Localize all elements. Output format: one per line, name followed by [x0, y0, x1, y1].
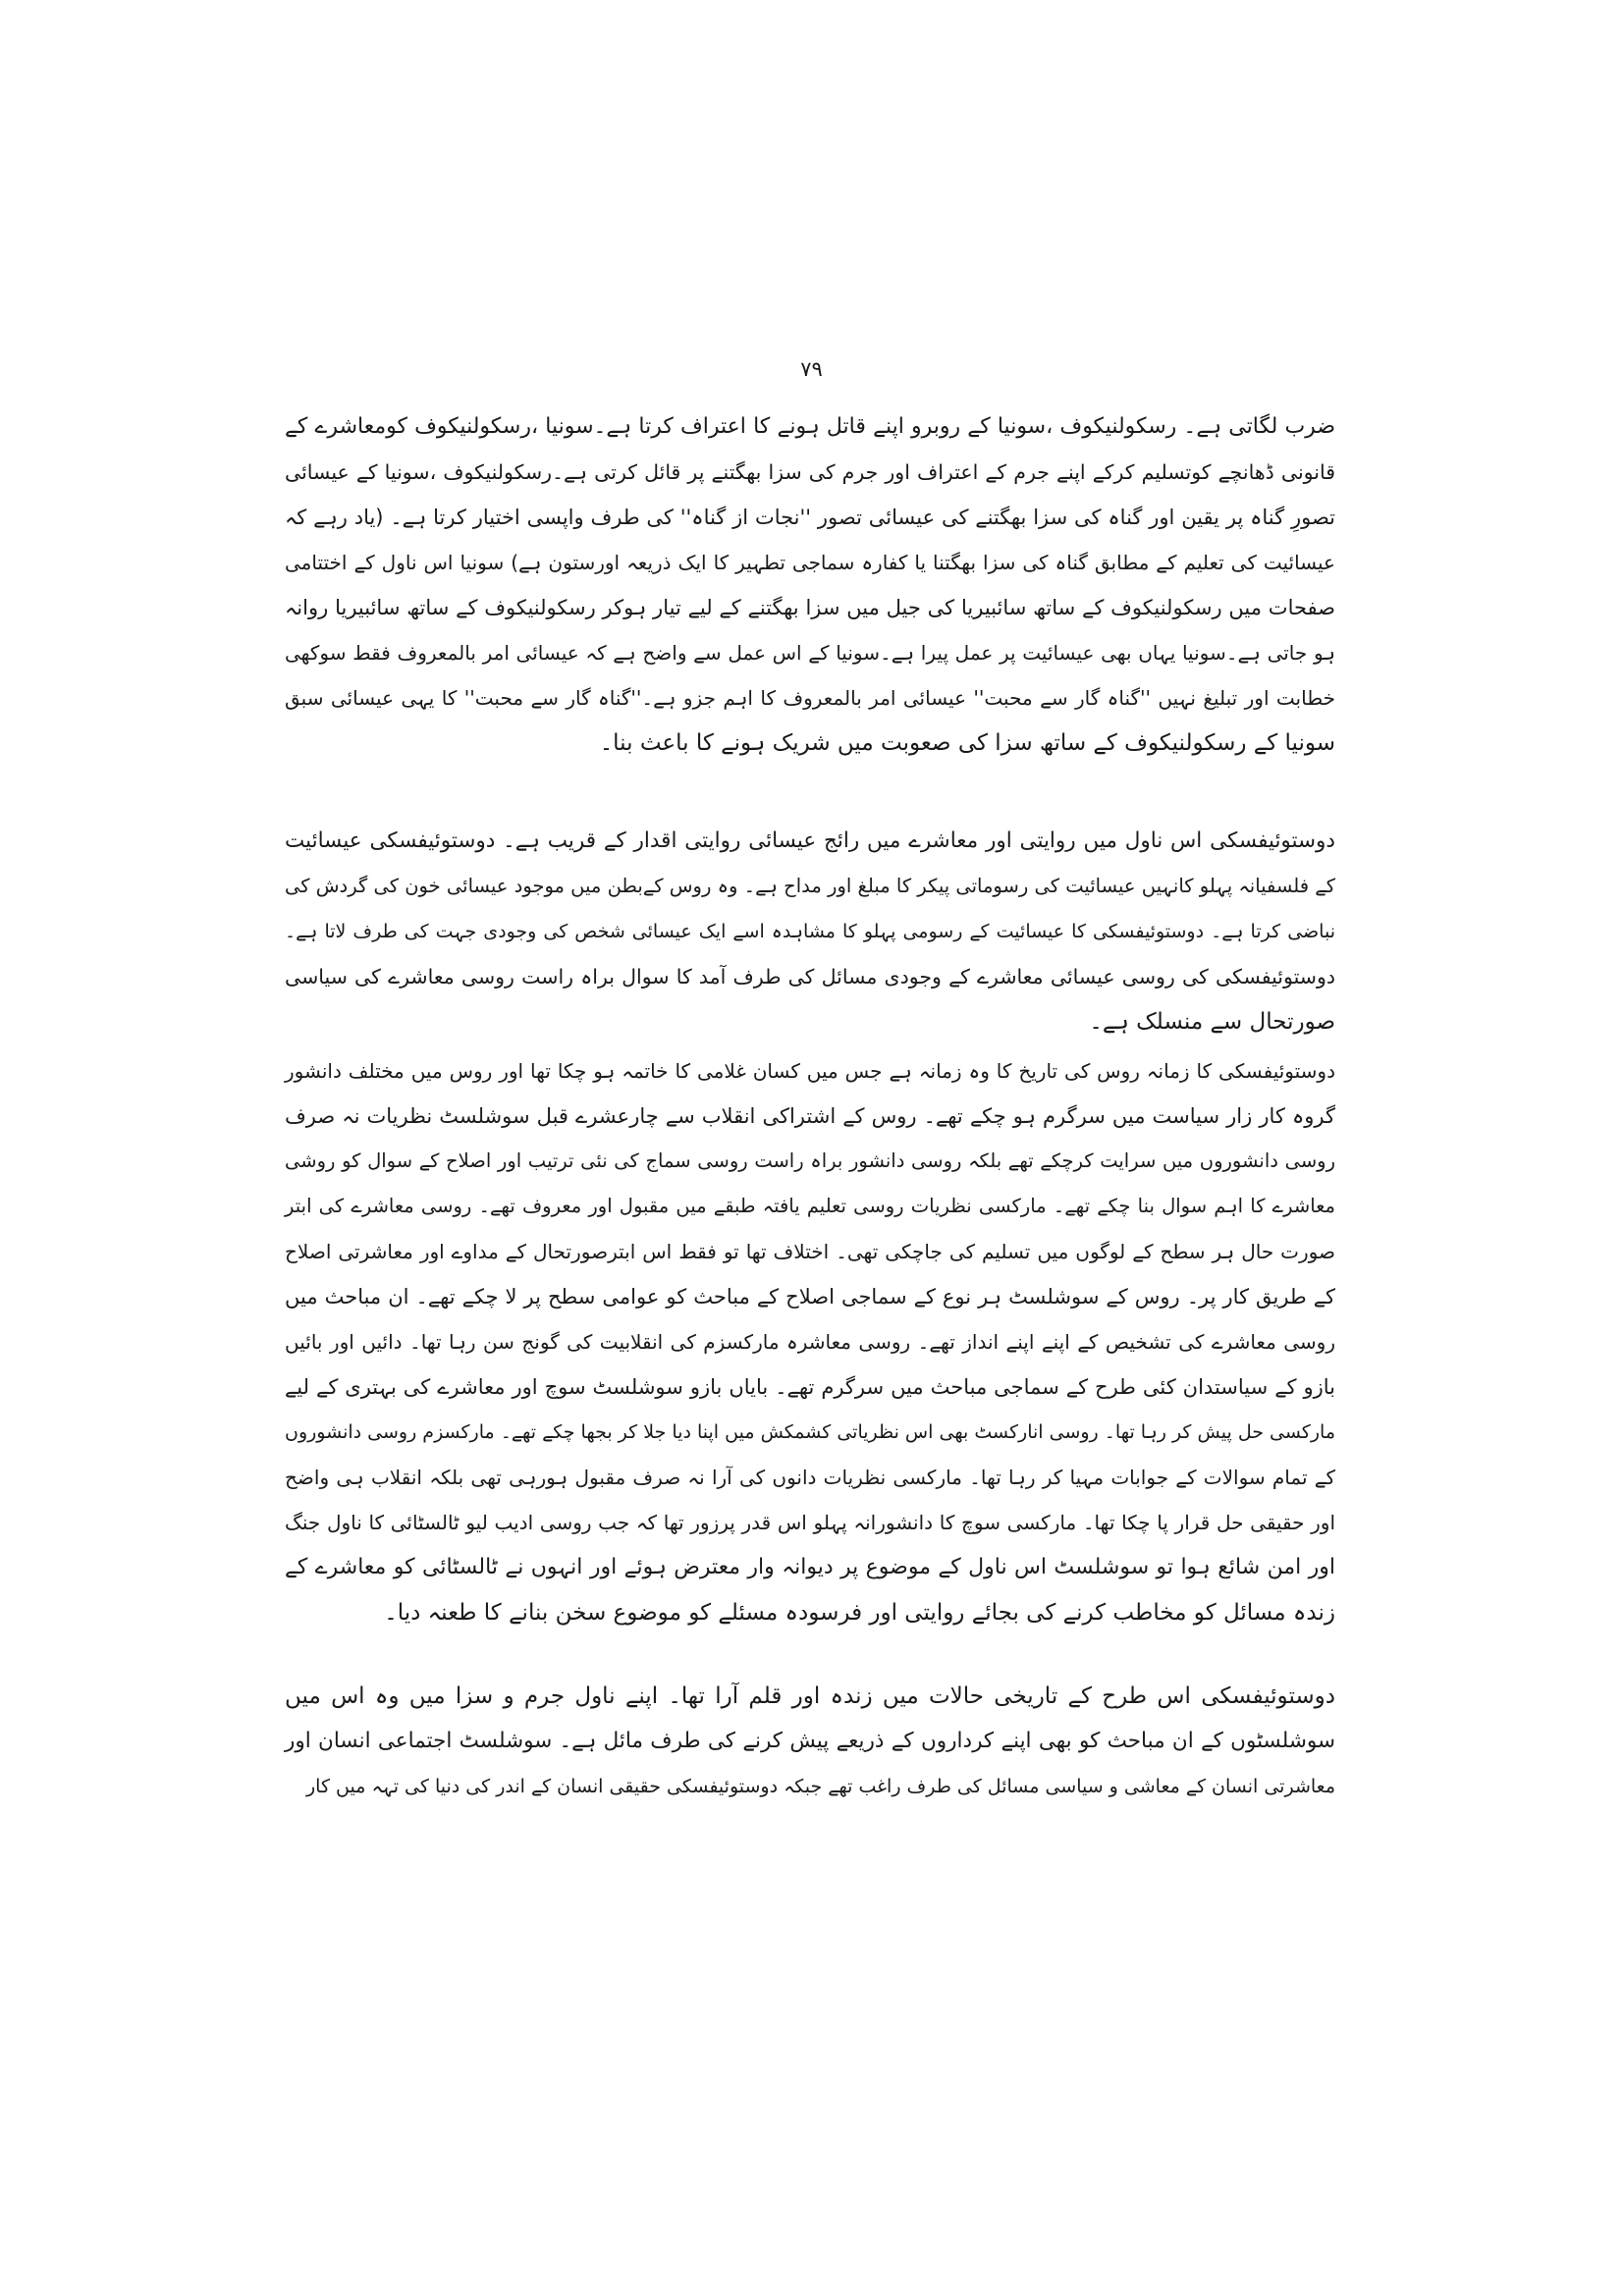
- text-line: ضرب لگاتی ہے۔ رسکولنیکوف ،سونیا کے روبرو اپنے قاتل ہونے کا اعتراف کرتا ہے۔سونیا ،رسکولنیکوف کومعاشرے کے: [285, 414, 1335, 439]
- text-line: زندہ مسائل کو مخاطب کرنے کی بجائے روایتی اور فرسودہ مسئلے کو موضوع سخن بنانے کا طعنہ دیا۔: [384, 1600, 1335, 1626]
- text-line: اور امن شائع ہوا تو سوشلسٹ اس ناول کے موضوع پر دیوانہ وار معترض ہوئے اور انہوں نے ٹالسٹائی کو معاشرے کے: [285, 1555, 1335, 1579]
- text-line: روسی معاشرے کی تشخیص کے اپنے اپنے انداز تھے۔ روسی معاشرہ مارکسزم کی انقلابیت کی گونج سن رہا تھا۔ دائیں اور بائیں: [285, 1330, 1335, 1354]
- text-line: سونیا کے رسکولنیکوف کے ساتھ سزا کی صعوبت میں شریک ہونے کا باعث بنا۔: [599, 730, 1335, 756]
- text-line: دوستوئیفسکی اس ناول میں روایتی اور معاشرے میں رائج عیسائی روایتی اقدار کے قریب ہے۔ دوستوئیفسکی عیسائیت: [285, 828, 1335, 853]
- page-number: ۷۹: [800, 357, 823, 381]
- text-line: کے تمام سوالات کے جوابات مہیا کر رہا تھا۔ مارکسی نظریات دانوں کی آرا نہ صرف مقبول ہورہی تھی بلکہ انقلاب ہی واضح: [285, 1466, 1335, 1489]
- text-line: صورت حال ہر سطح کے لوگوں میں تسلیم کی جاچکی تھی۔ اختلاف تھا تو فقط اس ابترصورتحال کے مداوے اور معاشرتی اصلاح: [285, 1240, 1335, 1263]
- text-line: سوشلسٹوں کے ان مباحث کو بھی اپنے کرداروں کے ذریعے پیش کرنے کی طرف مائل ہے۔ سوشلسٹ اجتماعی انسان اور: [285, 1729, 1335, 1753]
- text-line: صورتحال سے منسلک ہے۔: [1089, 1009, 1335, 1035]
- text-line: اور حقیقی حل قرار پا چکا تھا۔ مارکسی سوچ کا دانشورانہ پہلو اس قدر پرزور تھا کہ جب روسی ادیب لیو ٹالسٹائی کا ناول جنگ: [285, 1511, 1335, 1534]
- text-line: مارکسی حل پیش کر رہا تھا۔ روسی انارکسٹ بھی اس نظریاتی کشمکش میں اپنا دیا جلا کر بجھا چکے تھے۔ مارکسزم روسی دانشوروں: [285, 1421, 1335, 1443]
- paragraph-3: [285, 1048, 1335, 1635]
- text-line: معاشرتی انسان کے معاشی و سیاسی مسائل کی طرف راغب تھے جبکہ دوستوئیفسکی حقیقی انسان کے اندر کی دنیا کی تہہ میں کار: [305, 1776, 1335, 1797]
- text-line: خطابت اور تبلیغ نہیں ''گناہ گار سے محبت'' عیسائی امر بالمعروف کا اہم جزو ہے۔''گناہ گار سے محبت'' کا یہی عیسائی سبق: [285, 686, 1335, 710]
- text-line: دوستوئیفسکی اس طرح کے تاریخی حالات میں زندہ اور قلم آرا تھا۔ اپنے ناول جرم و سزا میں وہ اس میں: [285, 1683, 1335, 1709]
- text-line: دوستوئیفسکی کی روسی عیسائی معاشرے کے وجودی مسائل کی طرف آمد کا سوال براہ راست روسی معاشرے کی سیاسی: [285, 965, 1335, 988]
- text-line: کے فلسفیانہ پہلو کانہیں عیسائیت کی رسوماتی پیکر کا مبلغ اور مداح ہے۔ وہ روس کےبطن میں موجود عیسائی خون کی گردش کی: [285, 875, 1335, 897]
- text-line: دوستوئیفسکی کا زمانہ روس کی تاریخ کا وہ زمانہ ہے جس میں کسان غلامی کا خاتمہ ہو چکا تھا اور روس میں مختلف دانشور: [285, 1059, 1335, 1083]
- text-line: بازو کے سیاستدان کئی طرح کے سماجی مباحث میں سرگرم تھے۔ بایاں بازو سوشلسٹ سوچ اور معاشرے کی بہتری کے لیے: [285, 1375, 1335, 1399]
- text-line: گروہ کار زار سیاست میں سرگرم ہو چکے تھے۔ روس کے اشتراکی انقلاب سے چارعشرے قبل سوشلسٹ نظریات نہ صرف: [285, 1104, 1335, 1128]
- text-line: عیسائیت کی تعلیم کے مطابق گناہ کی سزا بھگتنا یا کفارہ سماجی تطہیر کا ایک ذریعہ اورستون ہے) سونیا اس ناول کے اختتامی: [285, 551, 1335, 574]
- text-line: کے طریق کار پر۔ روس کے سوشلسٹ ہر نوع کے سماجی اصلاح کے مباحث کو عوامی سطح پر لا چکے تھے۔ ان مباحث میں: [285, 1285, 1335, 1308]
- text-line: نباضی کرتا ہے۔ دوستوئیفسکی کا عیسائیت کے رسومی پہلو کا مشاہدہ اسے ایک عیسائی شخص کی وجودی جہت کی طرف لاتا ہے۔: [285, 921, 1335, 942]
- text-line: تصورِ گناہ پر یقین اور گناہ کی سزا بھگتنے کی عیسائی تصور ''نجات از گناہ'' کی طرف واپسی اختیار کرتا ہے۔ (یاد رہے کہ: [285, 506, 1335, 529]
- text-line: صفحات میں رسکولنیکوف کے ساتھ سائبیریا کی جیل میں سزا بھگتنے کے لیے تیار ہوکر رسکولنیکوف کے ساتھ سائبیریا روانہ: [285, 596, 1335, 619]
- text-line: قانونی ڈھانچے کوتسلیم کرکے اپنے جرم کے اعتراف اور جرم کی سزا بھگتنے پر قائل کرتی ہے۔رسکولنیکوف ،سونیا کے عیسائی: [285, 460, 1335, 484]
- paragraph-4: [285, 1674, 1335, 1809]
- paragraph-2: [285, 819, 1335, 1044]
- text-line: روسی دانشوروں میں سرایت کرچکے تھے بلکہ روسی دانشور براہ راست روسی سماج کی نئی ترتیب اور اصلاح کے سوال کو روشی: [285, 1149, 1335, 1172]
- text-line: معاشرے کا اہم سوال بنا چکے تھے۔ مارکسی نظریات روسی تعلیم یافتہ طبقے میں مقبول اور معروف تھے۔ روسی معاشرے کی ابتر: [285, 1195, 1335, 1217]
- paragraph-1: [285, 404, 1335, 766]
- text-line: ہو جاتی ہے۔سونیا یہاں بھی عیسائیت پر عمل پیرا ہے۔سونیا کے اس عمل سے واضح ہے کہ عیسائی امر بالمعروف فقط سوکھی: [285, 641, 1335, 665]
